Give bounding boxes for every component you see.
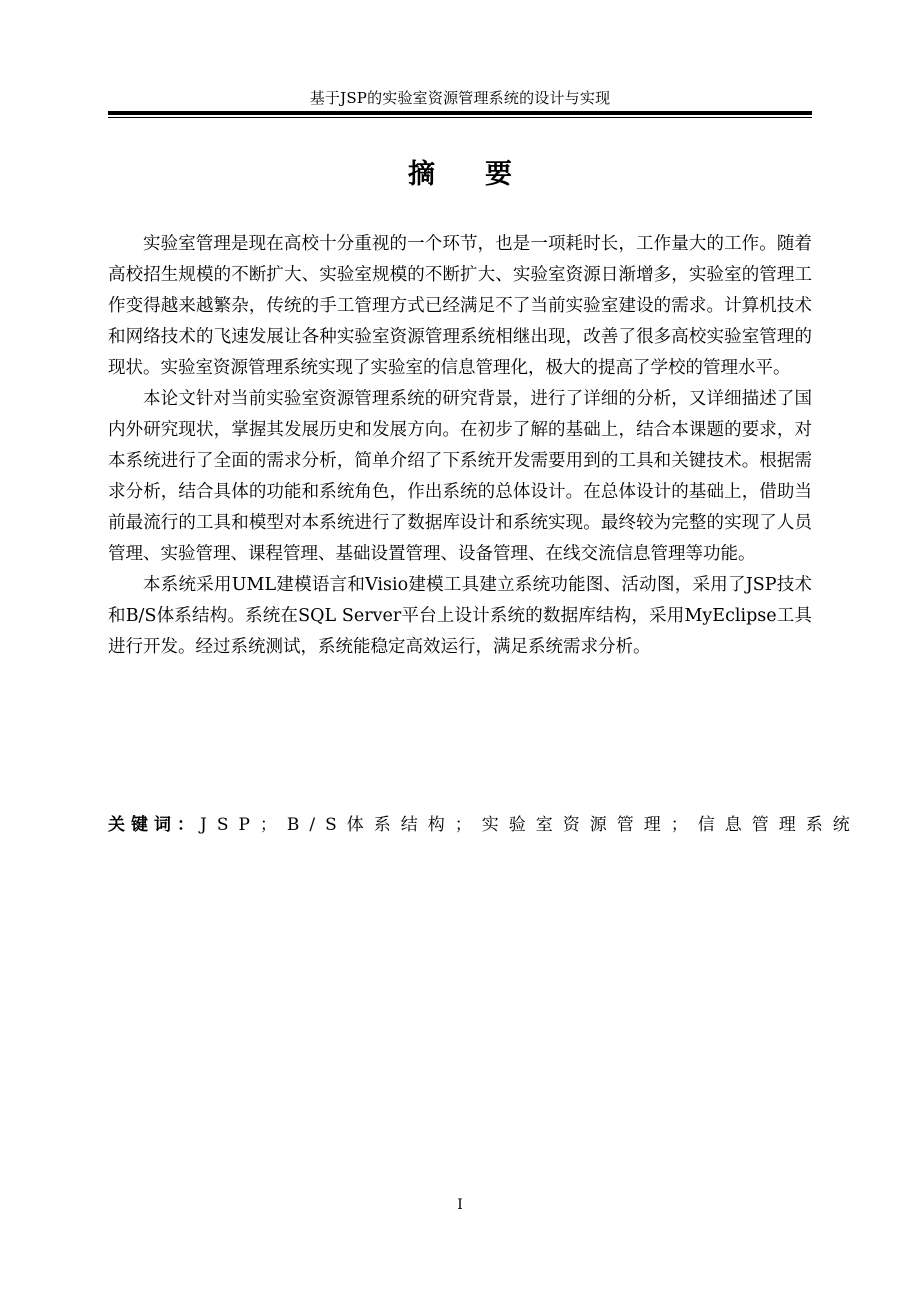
page-number: I [457,1197,463,1213]
keyword-item-3: 实验室资源管理； [481,815,698,835]
abstract-title-char-2: 要 [485,159,512,190]
keyword-item-2: B/S体系结构； [286,815,482,835]
abstract-paragraph-1: 实验室管理是现在高校十分重视的一个环节，也是一项耗时长，工作量大的工作。随着高校招生规模的不断扩大、实验室规模的不断扩大、实验室资源日渐增多，实验室的管理工作变得越来越繁杂，传统的手工管理方式已经满足不了当前实验室建设的需求。计算机技术和网络技术的飞速发展让各种实验室资源管理系统相继出现，改善了很多高校实验室管理的现状。实验室资源管理系统实现了实验室的信息管理化，极大的提高了学校的管理水平。 [108,234,812,378]
running-header: 基于JSP的实验室资源管理系统的设计与实现 [309,89,611,107]
header-rule-thin [108,117,812,118]
keyword-item-4: 信息管理系统 [697,815,860,835]
abstract-paragraph-3: 本系统采用UML建模语言和Visio建模工具建立系统功能图、活动图，采用了JSP技术和B/S体系结构。系统在SQL Server平台上设计系统的数据库结构，采用MyEclipse工具进行开发。经过系统测试，系统能稳定高效运行，满足系统需求分析。 [108,575,812,657]
abstract-body [108,229,812,663]
abstract-title [108,155,812,195]
keywords-line [108,811,860,839]
abstract-paragraph-2: 本论文针对当前实验室资源管理系统的研究背景，进行了详细的分析，又详细描述了国内外研究现状，掌握其发展历史和发展方向。在初步了解的基础上，结合本课题的要求，对本系统进行了全面的需求分析，简单介绍了下系统开发需要用到的工具和关键技术。根据需求分析，结合具体的功能和系统角色，作出系统的总体设计。在总体设计的基础上，借助当前最流行的工具和模型对本系统进行了数据库设计和系统实现。最终较为完整的实现了人员管理、实验管理、课程管理、基础设置管理、设备管理、在线交流信息管理等功能。 [108,389,812,564]
keywords-label: 关键词： [108,815,200,835]
keyword-item-1: JSP； [200,815,287,835]
abstract-title-char-1: 摘 [408,159,435,190]
header-rule-thick [108,111,812,115]
